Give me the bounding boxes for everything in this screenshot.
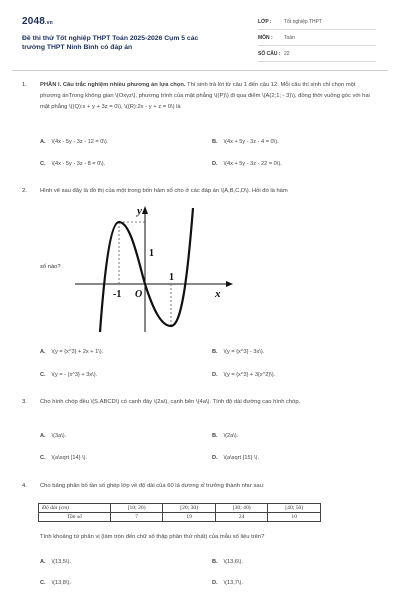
table-cell: 19 xyxy=(163,513,216,522)
question-text: Cho bảng phân bố tần số ghép lớp về độ dài của 60 lá dương xỉ trưởng thành như sau: xyxy=(40,483,265,489)
header-divider xyxy=(12,70,388,71)
section-heading: PHẦN I. Câu trắc nghiệm nhiều phương án lựa chọn. xyxy=(40,82,186,88)
origin-label: O xyxy=(135,289,143,300)
table-header-cell: Độ dài (cm) xyxy=(39,504,111,513)
option-c[interactable]: C. \(4x - 5y - 3z - 8 = 0\). xyxy=(40,161,106,167)
meta-value: Tốt nghiệp THPT xyxy=(284,18,322,25)
logo-suffix: .vn xyxy=(45,20,53,26)
doc-meta xyxy=(258,14,376,62)
frequency-table xyxy=(38,503,321,522)
meta-value: 22 xyxy=(284,50,290,57)
site-logo[interactable] xyxy=(22,16,53,27)
table-cell: [10; 20) xyxy=(110,504,163,513)
meta-key: SỐ CÂU : xyxy=(258,50,281,57)
logo-text: 2048 xyxy=(22,16,46,27)
option-b[interactable]: B. \(13,6\). xyxy=(212,559,243,565)
question-text: Tính khoảng tứ phân vị (làm tròn đến chữ số thập phân thứ nhất) của mẫu số liệu trên? xyxy=(40,534,265,540)
option-d[interactable]: D. \(a\sqrt {15} \). xyxy=(212,455,260,461)
question-3 xyxy=(22,397,372,408)
table-cell: [20; 30) xyxy=(163,504,216,513)
question-text: Cho hình chóp đều \(S.ABCD\) có cạnh đáy \(2a\), cạnh bên \(4a\). Tính độ dài đường cao hình chóp. xyxy=(40,399,301,405)
x-tick-one: 1 xyxy=(169,272,174,283)
question-text-tail: số nào? xyxy=(40,264,61,270)
table-cell: 10 xyxy=(268,513,321,522)
doc-title: Đề thi thử Tốt nghiệp THPT Toán 2025-2026 Cụm 5 các trường THPT Ninh Bình có đáp án xyxy=(22,35,199,51)
question-number: 1. xyxy=(22,82,27,88)
option-a[interactable]: A. \(3a\). xyxy=(40,433,67,439)
option-d[interactable]: D. \(13,7\). xyxy=(212,580,243,586)
option-a[interactable]: A. \(13,5\). xyxy=(40,559,71,565)
table-cell: 24 xyxy=(215,513,268,522)
meta-row-class xyxy=(258,14,376,30)
option-a[interactable]: A. \(4x - 5y - 3z - 12 = 0\). xyxy=(40,139,109,145)
question-1 xyxy=(22,80,372,113)
question-4-prompt xyxy=(22,532,372,543)
function-curve xyxy=(100,208,193,332)
table-row xyxy=(39,513,321,522)
meta-row-count xyxy=(258,46,376,62)
question-body: Thí sinh trả lời từ câu 1 đến câu 12. Mỗi câu thí sinh chỉ chọn một phương ánTrong không gian \(Oxyz\), phương trình của mặt phẳng \((P)\) đi qua điểm \(A(2;1; - 3)\), đồng thời vuông góc với hai mặt phẳng \((Q):x + y + 3z = 0\), \((R):2x - y + z = 0\) là xyxy=(40,82,370,110)
meta-value: Toán xyxy=(284,34,295,41)
x-axis-arrow xyxy=(226,281,233,287)
x-axis-label: x xyxy=(215,288,221,300)
page-header xyxy=(22,10,378,58)
table-row xyxy=(39,504,321,513)
y-axis-label: y xyxy=(137,205,142,217)
table-cell: 7 xyxy=(110,513,163,522)
table-cell: [40; 50) xyxy=(268,504,321,513)
option-c[interactable]: C. \(y = - {x^3} + 3x\). xyxy=(40,372,98,378)
question-4 xyxy=(22,481,372,492)
function-graph xyxy=(73,204,235,334)
option-b[interactable]: B. \(2a\). xyxy=(212,433,239,439)
meta-key: LỚP : xyxy=(258,18,272,25)
table-header-cell: Tần số xyxy=(39,513,111,522)
y-axis-arrow xyxy=(142,206,148,214)
option-b[interactable]: B. \(4x + 5y - 3z - 4 = 0\). xyxy=(212,139,279,145)
option-b[interactable]: B. \(y = {x^3} - 3x\). xyxy=(212,349,265,355)
question-2 xyxy=(22,186,372,197)
meta-row-subject xyxy=(258,30,376,46)
question-number: 3. xyxy=(22,399,27,405)
option-a[interactable]: A. \(y = {x^3} + 2x + 1\). xyxy=(40,349,104,355)
option-c[interactable]: C. \(13,8\). xyxy=(40,580,71,586)
option-d[interactable]: D. \(y = {x^3} + 3{x^2}\). xyxy=(212,372,276,378)
question-text: Hình vẽ sau đây là đồ thị của một trong bốn hàm số cho ở các đáp án \(A,B,C,D\). Hỏi đó là hàm xyxy=(40,188,288,194)
table-cell: [30; 40) xyxy=(215,504,268,513)
question-number: 4. xyxy=(22,483,27,489)
question-text xyxy=(40,80,372,113)
meta-key: MÔN : xyxy=(258,34,273,41)
x-tick-minus-one: -1 xyxy=(113,289,122,300)
question-number: 2. xyxy=(22,188,27,194)
option-d[interactable]: D. \(4x + 5y - 3z - 22 = 0\). xyxy=(212,161,282,167)
option-c[interactable]: C. \(a\sqrt {14} \). xyxy=(40,455,88,461)
y-tick-one: 1 xyxy=(149,248,154,259)
